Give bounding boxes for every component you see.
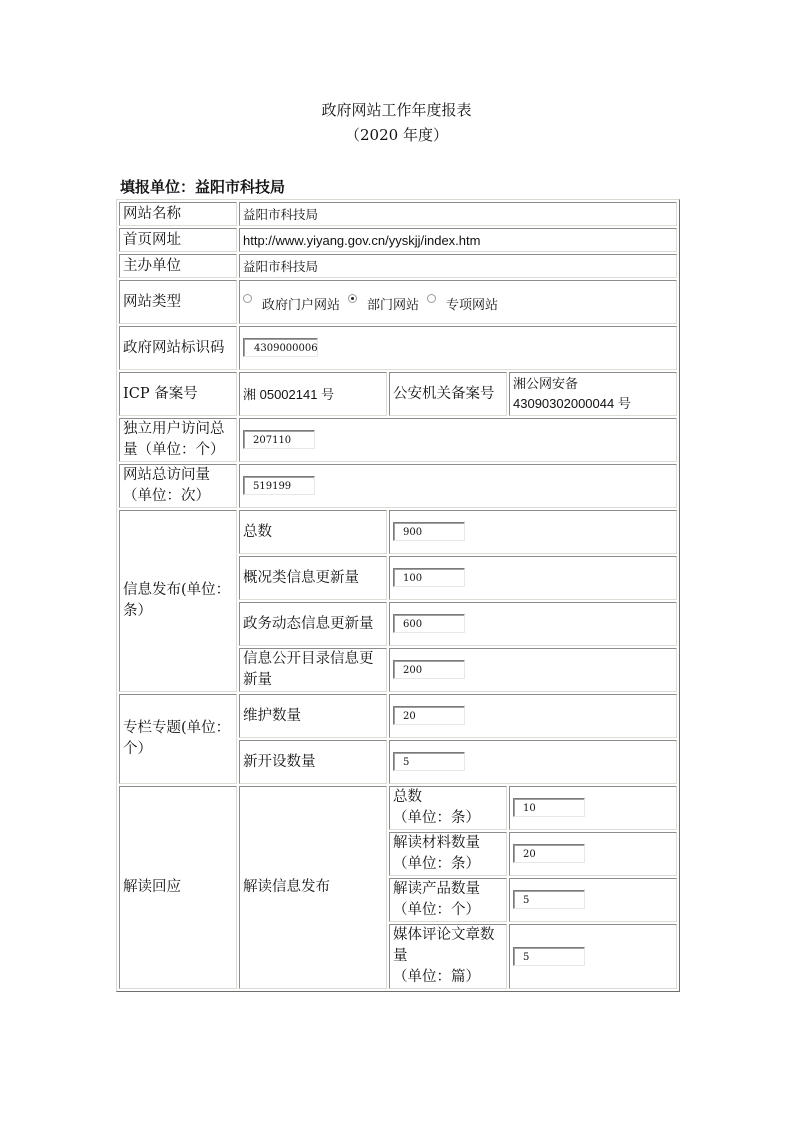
- row-site-type: [119, 280, 677, 324]
- total-visits-input[interactable]: 519199: [243, 476, 315, 495]
- site-name-label: 网站名称: [119, 202, 237, 226]
- site-id-input[interactable]: 4309000006: [243, 338, 318, 357]
- interp-media-input[interactable]: 5: [513, 947, 585, 966]
- interp-media-label: 媒体评论文章数量: [393, 927, 495, 964]
- info-overview-input[interactable]: 100: [393, 568, 465, 587]
- radio-special[interactable]: [427, 294, 436, 303]
- interp-total-label: 总数: [393, 789, 422, 805]
- homepage-url-label: 首页网址: [119, 228, 237, 252]
- homepage-url-value: http://www.yiyang.gov.cn/yyskjj/index.htm: [239, 228, 677, 252]
- unique-visitors-label: 独立用户访问总量（单位：个）: [119, 418, 237, 462]
- radio-department-label: 部门网站: [367, 298, 420, 314]
- unique-visitors-input[interactable]: 207110: [243, 430, 315, 449]
- row-interp-total: [119, 786, 677, 830]
- row-total-visits: [119, 464, 677, 508]
- police-value-line2: 43090302000044 号: [513, 396, 631, 411]
- row-site-name: [119, 202, 677, 226]
- sponsor-label: 主办单位: [119, 254, 237, 278]
- info-total-label: 总数: [239, 510, 387, 554]
- report-title: 政府网站工作年度报表: [321, 101, 472, 119]
- info-dynamics-label: 政务动态信息更新量: [239, 602, 387, 646]
- row-unique-visitors: [119, 418, 677, 462]
- icp-label: ICP 备案号: [119, 372, 237, 416]
- radio-department[interactable]: [348, 294, 357, 303]
- columns-new-input[interactable]: 5: [393, 752, 465, 771]
- row-site-id: [119, 326, 677, 370]
- interp-materials-unit: （单位：条）: [393, 856, 480, 872]
- row-columns-maintained: [119, 694, 677, 738]
- radio-portal[interactable]: [243, 294, 252, 303]
- site-name-value: 益阳市科技局: [239, 202, 677, 226]
- row-icp: [119, 372, 677, 416]
- report-year: （2020 年度）: [345, 126, 448, 144]
- total-visits-label: 网站总访问量（单位：次）: [119, 464, 237, 508]
- info-dynamics-input[interactable]: 600: [393, 614, 465, 633]
- report-table: [116, 199, 680, 992]
- police-label: 公安机关备案号: [389, 372, 507, 416]
- info-catalog-label: 信息公开目录信息更新量: [239, 648, 387, 692]
- columns-maintained-input[interactable]: 20: [393, 706, 465, 725]
- row-sponsor: [119, 254, 677, 278]
- columns-new-label: 新开设数量: [239, 740, 387, 784]
- info-total-input[interactable]: 900: [393, 522, 465, 541]
- columns-label: 专栏专题(单位：个）: [119, 694, 237, 784]
- interp-total-input[interactable]: 10: [513, 798, 585, 817]
- interp-materials-label: 解读材料数量: [393, 835, 480, 851]
- interp-products-label: 解读产品数量: [393, 881, 480, 897]
- info-overview-label: 概况类信息更新量: [239, 556, 387, 600]
- site-id-label: 政府网站标识码: [119, 326, 237, 370]
- interp-products-input[interactable]: 5: [513, 890, 585, 909]
- reporting-unit: 填报单位：益阳市科技局: [120, 178, 286, 196]
- radio-special-label: 专项网站: [446, 298, 499, 314]
- interpretation-label: 解读回应: [119, 786, 237, 989]
- police-value-line1: 湘公网安备: [513, 376, 579, 391]
- info-catalog-input[interactable]: 200: [393, 660, 465, 679]
- interp-media-unit: （单位：篇）: [393, 969, 480, 985]
- sponsor-value: 益阳市科技局: [239, 254, 677, 278]
- radio-portal-label: 政府门户网站: [262, 298, 341, 314]
- interpretation-sub-label: 解读信息发布: [239, 786, 387, 989]
- info-publish-label: 信息发布(单位：条）: [119, 510, 237, 692]
- columns-maintained-label: 维护数量: [239, 694, 387, 738]
- icp-value: 湘 05002141 号: [239, 372, 387, 416]
- row-info-total: [119, 510, 677, 554]
- interp-total-unit: （单位：条）: [393, 810, 480, 826]
- row-homepage-url: [119, 228, 677, 252]
- site-type-options: [239, 280, 677, 324]
- interp-products-unit: （单位：个）: [393, 902, 480, 918]
- site-type-label: 网站类型: [119, 280, 237, 324]
- interp-materials-input[interactable]: 20: [513, 844, 585, 863]
